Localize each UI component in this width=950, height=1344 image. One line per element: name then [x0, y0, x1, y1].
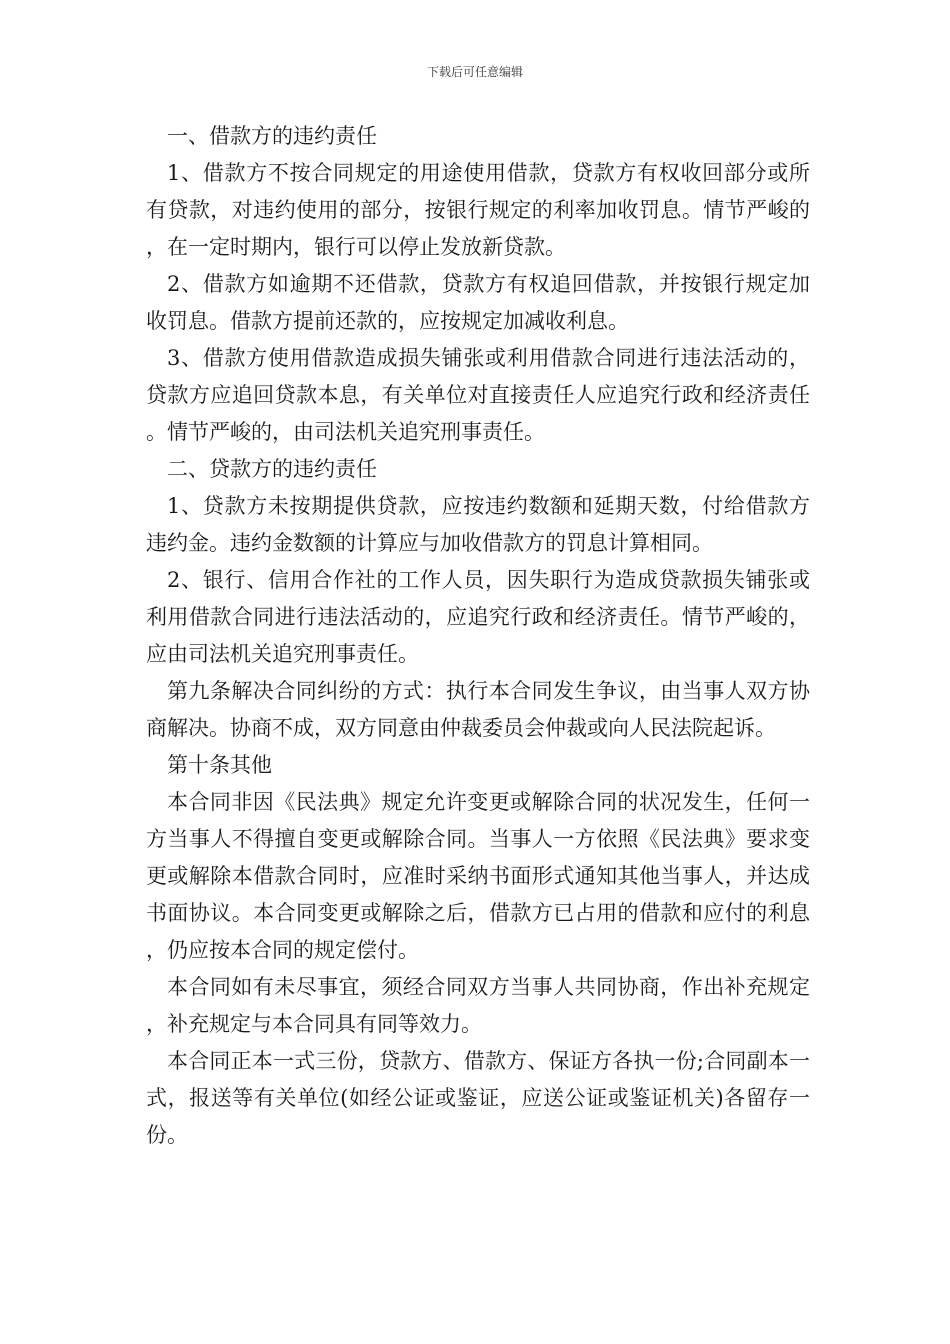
page-header: 下载后可任意编辑 [426, 65, 523, 79]
section-heading-lender-liability: 二、贷款方的违约责任 [167, 457, 377, 481]
clause-borrower-3: 3、借款方使用借款造成损失铺张或利用借款合同进行违法活动的，贷款方应追回贷款本息，有关单位对直接责任人应追究行政和经济责任。情节严峻的，由司法机关追究刑事责任。 [146, 346, 810, 444]
clause-lender-1: 1、贷款方未按期提供贷款，应按违约数额和延期天数，付给借款方违约金。违约金数额的计算应与加收借款方的罚息计算相同。 [146, 494, 810, 555]
article-ten-copies: 本合同正本一式三份，贷款方、借款方、保证方各执一份;合同副本一式，报送等有关单位(如经公证或鉴证，应送公证或鉴证机关)各留存一份。 [146, 1049, 810, 1147]
clause-borrower-2: 2、借款方如逾期不还借款，贷款方有权追回借款，并按银行规定加收罚息。借款方提前还款的，应按规定加减收利息。 [146, 272, 810, 333]
article-nine-dispute-resolution: 第九条解决合同纠纷的方式：执行本合同发生争议，由当事人双方协商解决。协商不成，双方同意由仲裁委员会仲裁或向人民法院起诉。 [146, 679, 810, 740]
article-ten-heading: 第十条其他 [167, 753, 272, 777]
clause-lender-2: 2、银行、信用合作社的工作人员，因失职行为造成贷款损失铺张或利用借款合同进行违法活动的，应追究行政和经济责任。情节严峻的，应由司法机关追究刑事责任。 [146, 568, 810, 666]
section-heading-borrower-liability: 一、借款方的违约责任 [167, 124, 377, 148]
document-body [146, 118, 810, 1154]
article-ten-modification: 本合同非因《民法典》规定允许变更或解除合同的状况发生，任何一方当事人不得擅自变更或解除合同。当事人一方依照《民法典》要求变更或解除本借款合同时，应准时采纳书面形式通知其他当事人，并达成书面协议。本合同变更或解除之后，借款方已占用的借款和应付的利息，仍应按本合同的规定偿付。 [146, 790, 810, 962]
article-ten-supplement: 本合同如有未尽事宜，须经合同双方当事人共同协商，作出补充规定，补充规定与本合同具有同等效力。 [146, 975, 810, 1036]
clause-borrower-1: 1、借款方不按合同规定的用途使用借款，贷款方有权收回部分或所有贷款，对违约使用的部分，按银行规定的利率加收罚息。情节严峻的，在一定时期内，银行可以停止发放新贷款。 [146, 161, 810, 259]
